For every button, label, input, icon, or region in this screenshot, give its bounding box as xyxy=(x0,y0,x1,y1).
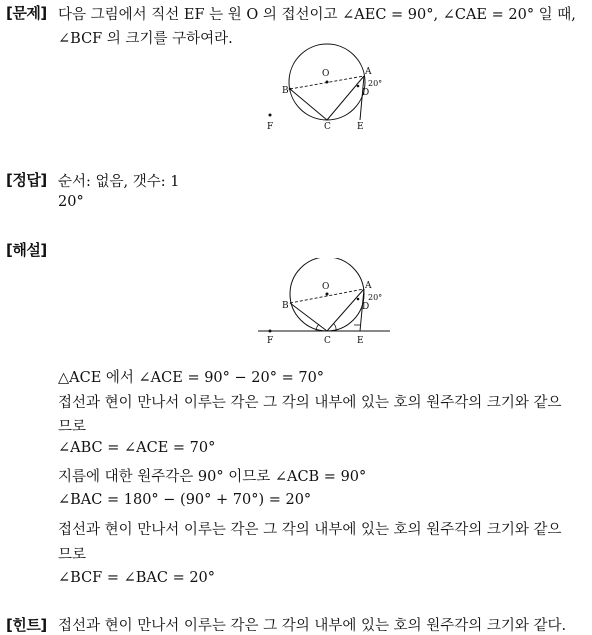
point-d-dot xyxy=(357,85,360,88)
label-e: E xyxy=(357,336,364,346)
label-c: C xyxy=(324,336,331,346)
problem-tag: [문제] xyxy=(6,4,47,22)
chord-ca xyxy=(327,76,364,120)
label-b: B xyxy=(282,86,289,96)
answer-tag: [정답] xyxy=(6,171,47,189)
solution-line: ∠ABC = ∠ACE = 70° xyxy=(58,440,216,456)
problem-line-1: 다음 그림에서 직선 EF 는 원 O 의 접선이고 ∠AEC = 90°, ∠CAE = 20° 일 때, xyxy=(58,7,576,23)
label-a: A xyxy=(365,67,372,77)
label-e: E xyxy=(357,122,364,132)
label-angle: 20° xyxy=(368,293,383,302)
solution-line: 지름에 대한 원주각은 90° 이므로 ∠ACB = 90° xyxy=(58,469,367,485)
chord-bc xyxy=(290,303,327,331)
label-b: B xyxy=(282,301,289,311)
point-b-dot xyxy=(289,88,292,91)
solution-line: ∠BAC = 180° − (90° + 70°) = 20° xyxy=(58,492,312,508)
center-dot xyxy=(326,81,329,84)
point-f-dot xyxy=(269,114,272,117)
answer-value: 20° xyxy=(58,194,84,210)
solution-line: 므로 xyxy=(58,419,87,435)
solution-line: 접선과 현이 만나서 이루는 각은 그 각의 내부에 있는 호의 원주각의 크기와 같으 xyxy=(58,395,562,411)
label-o: O xyxy=(322,69,330,79)
hint-text: 접선과 현이 만나서 이루는 각은 그 각의 내부에 있는 호의 원주각의 크기와 같다. xyxy=(58,618,567,634)
label-o: O xyxy=(322,282,330,292)
segment-ae xyxy=(360,76,364,120)
center-dot xyxy=(326,293,329,296)
problem-line-2: ∠BCF 의 크기를 구하여라. xyxy=(58,31,233,47)
label-angle: 20° xyxy=(368,79,383,88)
label-f: F xyxy=(267,122,274,132)
label-f: F xyxy=(267,336,274,346)
solution-line: △ACE 에서 ∠ACE = 90° − 20° = 70° xyxy=(58,370,325,386)
point-f-dot xyxy=(269,330,272,333)
answer-meta: 순서: 없음, 갯수: 1 xyxy=(58,174,180,190)
label-c: C xyxy=(324,122,331,132)
solution-figure xyxy=(250,258,400,350)
label-d: D xyxy=(362,88,370,98)
point-d-dot xyxy=(357,298,360,301)
label-d: D xyxy=(362,302,370,312)
hint-tag: [힌트] xyxy=(6,616,47,634)
solution-line: 므로 xyxy=(58,547,87,563)
label-a: A xyxy=(365,281,372,291)
solution-line: ∠BCF = ∠BAC = 20° xyxy=(58,570,216,586)
solution-tag: [해설] xyxy=(6,241,47,259)
solution-line: 접선과 현이 만나서 이루는 각은 그 각의 내부에 있는 호의 원주각의 크기와 같으 xyxy=(58,522,562,538)
problem-figure xyxy=(250,40,400,140)
